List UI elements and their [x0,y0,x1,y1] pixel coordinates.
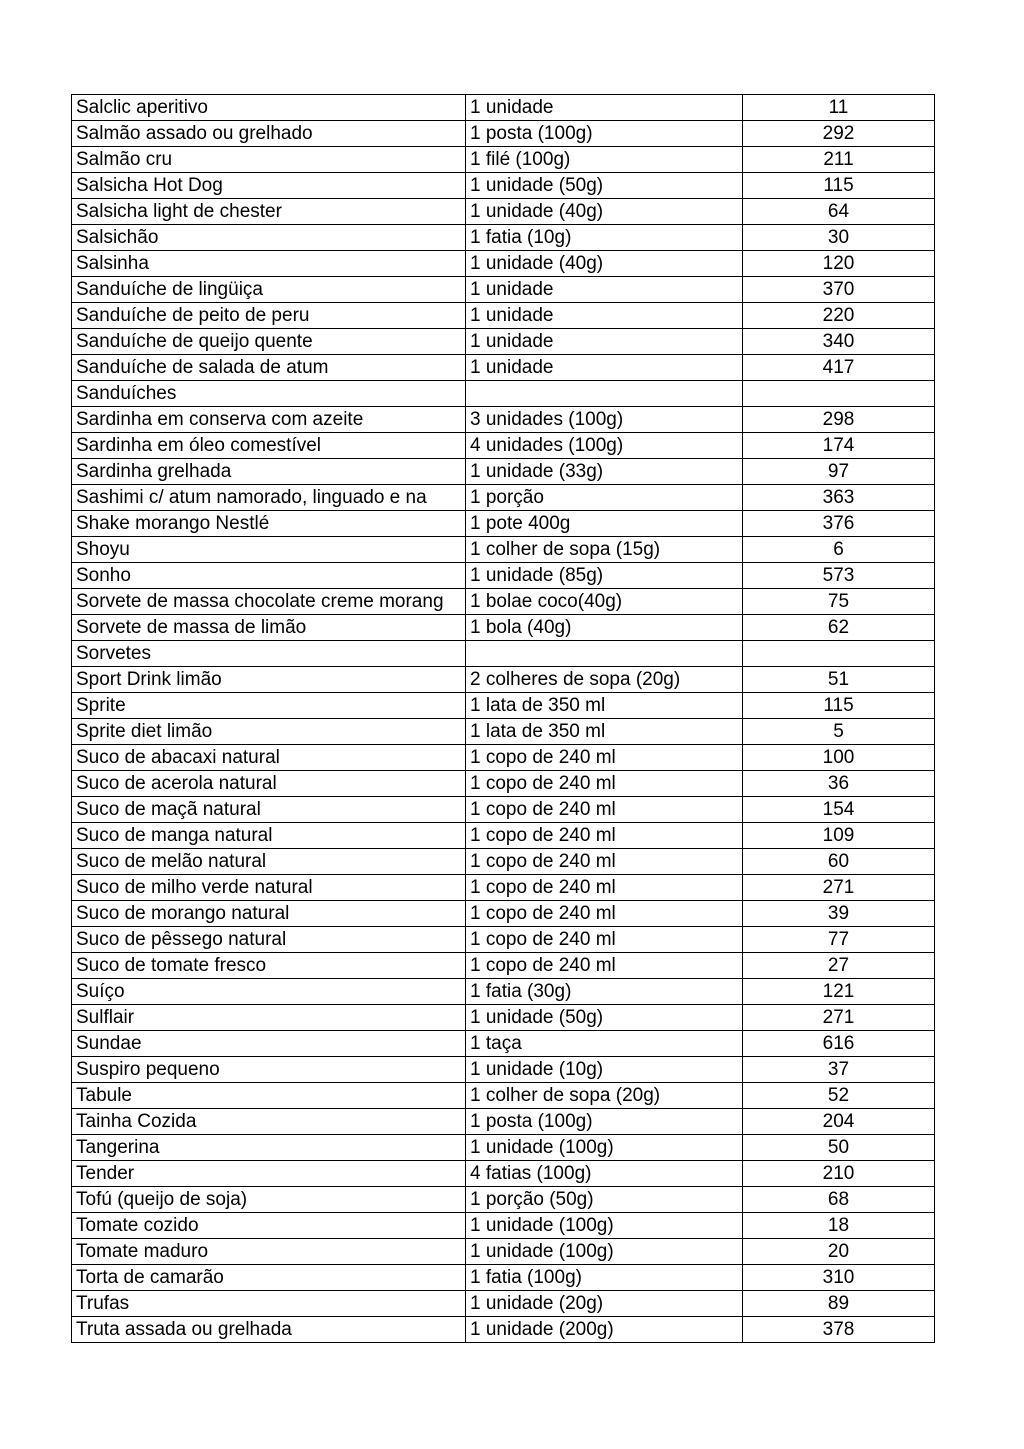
table-row [72,1031,935,1057]
food-name-cell: Sanduíche de queijo quente [72,329,466,355]
table-row [72,1083,935,1109]
food-name-cell: Sorvetes [72,641,466,667]
food-name-cell: Sport Drink limão [72,667,466,693]
portion-cell: 1 unidade (100g) [466,1213,743,1239]
portion-cell: 4 fatias (100g) [466,1161,743,1187]
portion-cell: 1 copo de 240 ml [466,771,743,797]
calories-cell: 27 [743,953,935,979]
food-name-cell: Suco de tomate fresco [72,953,466,979]
table-row [72,329,935,355]
calories-cell [743,381,935,407]
portion-cell: 1 unidade (40g) [466,199,743,225]
table-row [72,355,935,381]
table-row [72,225,935,251]
calories-cell: 50 [743,1135,935,1161]
portion-cell: 1 bola (40g) [466,615,743,641]
calorie-table-body [72,95,935,1343]
portion-cell: 1 bolae coco(40g) [466,589,743,615]
food-name-cell: Salsinha [72,251,466,277]
table-row [72,953,935,979]
food-name-cell: Sprite [72,693,466,719]
calories-cell: 115 [743,693,935,719]
portion-cell: 1 copo de 240 ml [466,927,743,953]
table-row [72,381,935,407]
food-name-cell: Salmão cru [72,147,466,173]
portion-cell: 1 colher de sopa (15g) [466,537,743,563]
table-row [72,927,935,953]
portion-cell: 1 unidade (100g) [466,1135,743,1161]
table-row [72,173,935,199]
table-row [72,1291,935,1317]
calories-cell: 60 [743,849,935,875]
table-row [72,1135,935,1161]
food-name-cell: Torta de camarão [72,1265,466,1291]
calories-cell: 5 [743,719,935,745]
table-row [72,95,935,121]
portion-cell: 1 unidade (50g) [466,173,743,199]
food-name-cell: Salsichão [72,225,466,251]
table-row [72,199,935,225]
calories-cell: 36 [743,771,935,797]
calories-cell: 52 [743,1083,935,1109]
portion-cell [466,641,743,667]
calories-cell: 89 [743,1291,935,1317]
portion-cell [466,381,743,407]
food-name-cell: Sashimi c/ atum namorado, linguado e na [72,485,466,511]
calories-cell: 115 [743,173,935,199]
food-name-cell: Sanduíches [72,381,466,407]
calories-cell: 292 [743,121,935,147]
calories-cell: 37 [743,1057,935,1083]
portion-cell: 1 unidade (33g) [466,459,743,485]
food-name-cell: Tomate maduro [72,1239,466,1265]
food-name-cell: Tomate cozido [72,1213,466,1239]
table-row [72,901,935,927]
food-name-cell: Suco de abacaxi natural [72,745,466,771]
food-name-cell: Sorvete de massa de limão [72,615,466,641]
calories-cell: 121 [743,979,935,1005]
calories-cell: 100 [743,745,935,771]
food-name-cell: Sardinha em conserva com azeite [72,407,466,433]
portion-cell: 1 porção [466,485,743,511]
food-name-cell: Tainha Cozida [72,1109,466,1135]
portion-cell: 1 fatia (100g) [466,1265,743,1291]
portion-cell: 4 unidades (100g) [466,433,743,459]
calories-cell: 417 [743,355,935,381]
table-row [72,303,935,329]
calories-cell: 77 [743,927,935,953]
food-name-cell: Sonho [72,563,466,589]
table-row [72,459,935,485]
calories-cell: 109 [743,823,935,849]
portion-cell: 3 unidades (100g) [466,407,743,433]
table-row [72,693,935,719]
food-name-cell: Sanduíche de lingüiça [72,277,466,303]
portion-cell: 1 fatia (30g) [466,979,743,1005]
table-row [72,771,935,797]
portion-cell: 1 copo de 240 ml [466,901,743,927]
portion-cell: 1 unidade [466,303,743,329]
food-name-cell: Trufas [72,1291,466,1317]
food-name-cell: Sulflair [72,1005,466,1031]
table-row [72,485,935,511]
table-row [72,745,935,771]
food-name-cell: Sardinha grelhada [72,459,466,485]
calories-cell: 51 [743,667,935,693]
table-row [72,979,935,1005]
food-name-cell: Salclic aperitivo [72,95,466,121]
table-row [72,537,935,563]
calories-cell: 298 [743,407,935,433]
food-name-cell: Suco de melão natural [72,849,466,875]
table-row [72,121,935,147]
calories-cell: 68 [743,1187,935,1213]
calories-cell: 220 [743,303,935,329]
table-row [72,641,935,667]
table-row [72,797,935,823]
food-name-cell: Tender [72,1161,466,1187]
calories-cell: 340 [743,329,935,355]
table-row [72,849,935,875]
table-row [72,1005,935,1031]
calories-cell: 30 [743,225,935,251]
portion-cell: 1 unidade [466,277,743,303]
calories-cell: 378 [743,1317,935,1343]
food-name-cell: Suco de acerola natural [72,771,466,797]
table-row [72,251,935,277]
table-row [72,589,935,615]
calories-cell [743,641,935,667]
portion-cell: 1 unidade (200g) [466,1317,743,1343]
calories-cell: 370 [743,277,935,303]
table-row [72,1213,935,1239]
food-name-cell: Shake morango Nestlé [72,511,466,537]
portion-cell: 1 colher de sopa (20g) [466,1083,743,1109]
portion-cell: 1 unidade (20g) [466,1291,743,1317]
food-name-cell: Suíço [72,979,466,1005]
calories-cell: 97 [743,459,935,485]
table-row [72,1317,935,1343]
calories-cell: 18 [743,1213,935,1239]
calories-cell: 271 [743,875,935,901]
portion-cell: 1 lata de 350 ml [466,719,743,745]
food-name-cell: Sorvete de massa chocolate creme morang [72,589,466,615]
portion-cell: 1 unidade (100g) [466,1239,743,1265]
calories-cell: 39 [743,901,935,927]
table-row [72,1057,935,1083]
table-row [72,1187,935,1213]
calories-cell: 154 [743,797,935,823]
calorie-table [71,94,935,1343]
food-name-cell: Sanduíche de peito de peru [72,303,466,329]
table-row [72,667,935,693]
calories-cell: 174 [743,433,935,459]
calories-cell: 120 [743,251,935,277]
table-row [72,1265,935,1291]
calories-cell: 64 [743,199,935,225]
table-row [72,511,935,537]
portion-cell: 1 fatia (10g) [466,225,743,251]
portion-cell: 1 copo de 240 ml [466,823,743,849]
portion-cell: 1 unidade [466,95,743,121]
portion-cell: 1 copo de 240 ml [466,797,743,823]
table-row [72,875,935,901]
table-row [72,147,935,173]
portion-cell: 1 copo de 240 ml [466,875,743,901]
food-name-cell: Tofú (queijo de soja) [72,1187,466,1213]
calories-cell: 6 [743,537,935,563]
portion-cell: 1 pote 400g [466,511,743,537]
portion-cell: 1 unidade (40g) [466,251,743,277]
portion-cell: 1 taça [466,1031,743,1057]
portion-cell: 1 porção (50g) [466,1187,743,1213]
calories-cell: 62 [743,615,935,641]
calories-cell: 11 [743,95,935,121]
portion-cell: 1 unidade (50g) [466,1005,743,1031]
food-name-cell: Sundae [72,1031,466,1057]
calories-cell: 376 [743,511,935,537]
portion-cell: 1 unidade [466,355,743,381]
portion-cell: 1 copo de 240 ml [466,953,743,979]
table-row [72,1109,935,1135]
table-row [72,823,935,849]
food-name-cell: Sanduíche de salada de atum [72,355,466,381]
portion-cell: 1 copo de 240 ml [466,745,743,771]
food-name-cell: Salsicha light de chester [72,199,466,225]
portion-cell: 1 posta (100g) [466,1109,743,1135]
portion-cell: 1 copo de 240 ml [466,849,743,875]
food-name-cell: Tangerina [72,1135,466,1161]
calories-cell: 75 [743,589,935,615]
calories-cell: 363 [743,485,935,511]
portion-cell: 1 unidade (10g) [466,1057,743,1083]
food-name-cell: Shoyu [72,537,466,563]
food-name-cell: Suco de maçã natural [72,797,466,823]
table-row [72,277,935,303]
food-name-cell: Salmão assado ou grelhado [72,121,466,147]
portion-cell: 1 lata de 350 ml [466,693,743,719]
food-name-cell: Suco de pêssego natural [72,927,466,953]
calories-cell: 204 [743,1109,935,1135]
food-name-cell: Suco de manga natural [72,823,466,849]
portion-cell: 1 unidade [466,329,743,355]
portion-cell: 1 unidade (85g) [466,563,743,589]
table-row [72,563,935,589]
table-row [72,615,935,641]
food-name-cell: Tabule [72,1083,466,1109]
food-name-cell: Truta assada ou grelhada [72,1317,466,1343]
table-row [72,407,935,433]
calories-cell: 310 [743,1265,935,1291]
calories-cell: 616 [743,1031,935,1057]
portion-cell: 1 posta (100g) [466,121,743,147]
calories-cell: 211 [743,147,935,173]
table-row [72,1239,935,1265]
calories-cell: 20 [743,1239,935,1265]
food-name-cell: Suspiro pequeno [72,1057,466,1083]
food-name-cell: Suco de morango natural [72,901,466,927]
table-row [72,1161,935,1187]
food-name-cell: Suco de milho verde natural [72,875,466,901]
food-name-cell: Salsicha Hot Dog [72,173,466,199]
calories-cell: 210 [743,1161,935,1187]
table-row [72,719,935,745]
calories-cell: 271 [743,1005,935,1031]
calories-cell: 573 [743,563,935,589]
portion-cell: 2 colheres de sopa (20g) [466,667,743,693]
table-row [72,433,935,459]
food-name-cell: Sardinha em óleo comestível [72,433,466,459]
portion-cell: 1 filé (100g) [466,147,743,173]
food-name-cell: Sprite diet limão [72,719,466,745]
